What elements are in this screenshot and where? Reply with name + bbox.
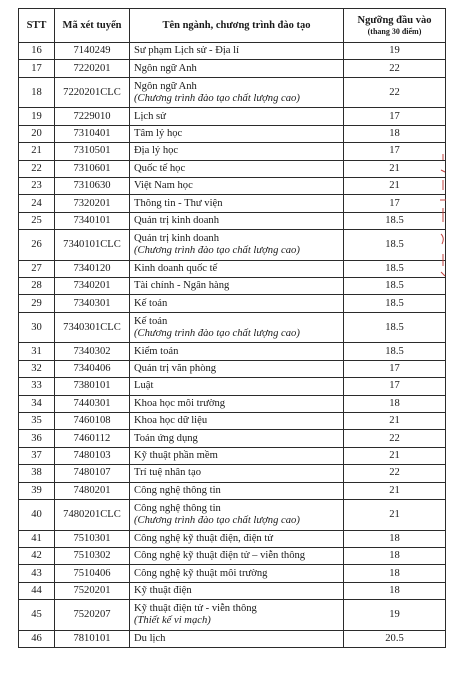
row-threshold: 21: [344, 482, 446, 499]
row-stt: 26: [19, 230, 55, 261]
row-code: 7310630: [55, 177, 130, 194]
program-name-text: Quốc tế học: [134, 162, 186, 174]
row-threshold: 18.5: [344, 230, 446, 261]
table-row: [19, 413, 446, 430]
row-threshold: 18: [344, 547, 446, 564]
program-name-text: Tâm lý học: [134, 127, 183, 139]
table-row: [19, 143, 446, 160]
table-row: [19, 278, 446, 295]
row-program-name: [130, 378, 344, 395]
table-body: [19, 43, 446, 648]
row-program-name: [130, 499, 344, 530]
row-code: 7510406: [55, 565, 130, 582]
row-threshold: 21: [344, 177, 446, 194]
table-row: [19, 600, 446, 631]
row-threshold: 21: [344, 447, 446, 464]
row-stt: 37: [19, 447, 55, 464]
row-threshold: 20.5: [344, 630, 446, 647]
table-row: [19, 343, 446, 360]
row-threshold: 22: [344, 430, 446, 447]
row-program-name: [130, 600, 344, 631]
row-code: 7510302: [55, 547, 130, 564]
row-stt: 23: [19, 177, 55, 194]
row-threshold: 21: [344, 499, 446, 530]
row-code: 7340406: [55, 360, 130, 377]
row-program-name: [130, 195, 344, 212]
row-code: 7229010: [55, 108, 130, 125]
row-threshold: 21: [344, 160, 446, 177]
handwritten-margin-mark: [436, 150, 450, 280]
row-code: 7460108: [55, 413, 130, 430]
row-threshold: 18.5: [344, 343, 446, 360]
row-program-name: [130, 125, 344, 142]
program-name-text: Kế toán: [134, 297, 168, 309]
program-name-text: Sư phạm Lịch sử - Địa lí: [134, 45, 240, 57]
row-stt: 45: [19, 600, 55, 631]
program-name-text: Kinh doanh quốc tế: [134, 262, 218, 274]
row-code: 7480201: [55, 482, 130, 499]
row-program-name: [130, 530, 344, 547]
table-row: [19, 260, 446, 277]
row-code: 7480201CLC: [55, 499, 130, 530]
header-code: Mã xét tuyển: [55, 9, 130, 43]
row-code: 7340201: [55, 278, 130, 295]
table-row: [19, 395, 446, 412]
row-stt: 44: [19, 582, 55, 599]
row-program-name: [130, 343, 344, 360]
header-threshold-label: Ngưỡng đầu vào: [357, 14, 432, 26]
program-note: (Chương trình đào tạo chất lượng cao): [134, 514, 300, 526]
row-stt: 24: [19, 195, 55, 212]
header-program-name: Tên ngành, chương trình đào tạo: [130, 9, 344, 43]
program-name-text: Việt Nam học: [134, 180, 193, 192]
row-program-name: [130, 77, 344, 108]
row-program-name: [130, 430, 344, 447]
row-program-name: [130, 177, 344, 194]
row-stt: 39: [19, 482, 55, 499]
row-code: 7340302: [55, 343, 130, 360]
row-threshold: 17: [344, 195, 446, 212]
table-row: [19, 212, 446, 229]
table-row: [19, 582, 446, 599]
row-stt: 33: [19, 378, 55, 395]
admission-threshold-table: [18, 8, 446, 648]
row-threshold: 19: [344, 600, 446, 631]
row-stt: 22: [19, 160, 55, 177]
program-name-text: Luật: [134, 380, 154, 392]
row-stt: 40: [19, 499, 55, 530]
row-stt: 20: [19, 125, 55, 142]
header-stt: STT: [19, 9, 55, 43]
table-row: [19, 530, 446, 547]
program-name-text: Toán ứng dụng: [134, 432, 198, 444]
header-threshold-unit: (thang 30 điểm): [367, 26, 422, 36]
row-program-name: [130, 565, 344, 582]
row-threshold: 18.5: [344, 212, 446, 229]
program-name-text: Du lịch: [134, 632, 166, 644]
row-threshold: 22: [344, 77, 446, 108]
table-row: [19, 230, 446, 261]
row-code: 7340101CLC: [55, 230, 130, 261]
row-code: 7140249: [55, 43, 130, 60]
row-code: 7340301CLC: [55, 312, 130, 343]
program-name-text: Địa lý học: [134, 145, 179, 157]
table-row: [19, 630, 446, 647]
row-program-name: [130, 582, 344, 599]
row-program-name: [130, 413, 344, 430]
table-row: [19, 482, 446, 499]
table-row: [19, 77, 446, 108]
table-row: [19, 378, 446, 395]
row-program-name: [130, 360, 344, 377]
row-threshold: 18.5: [344, 295, 446, 312]
row-code: 7520207: [55, 600, 130, 631]
row-threshold: 17: [344, 108, 446, 125]
row-threshold: 22: [344, 60, 446, 77]
program-name-text: Quản trị kinh doanh: [134, 214, 220, 226]
row-program-name: [130, 160, 344, 177]
table-row: [19, 499, 446, 530]
row-code: 7810101: [55, 630, 130, 647]
row-threshold: 17: [344, 143, 446, 160]
row-threshold: 17: [344, 360, 446, 377]
row-stt: 21: [19, 143, 55, 160]
row-code: 7310501: [55, 143, 130, 160]
row-code: 7340101: [55, 212, 130, 229]
row-program-name: [130, 143, 344, 160]
row-stt: 38: [19, 465, 55, 482]
row-code: 7480107: [55, 465, 130, 482]
program-name-text: Trí tuệ nhân tạo: [134, 467, 201, 479]
row-stt: 30: [19, 312, 55, 343]
program-name-text: Công nghệ kỹ thuật điện, điện tử: [134, 532, 274, 544]
table-header-row: [19, 9, 446, 43]
program-name-text: Kế toán: [134, 315, 168, 327]
program-name-text: Khoa học dữ liệu: [134, 415, 208, 427]
program-name-text: Kỹ thuật điện tử - viễn thông: [134, 602, 257, 614]
program-name-text: Công nghệ thông tin: [134, 484, 221, 496]
row-stt: 19: [19, 108, 55, 125]
row-program-name: [130, 108, 344, 125]
program-name-text: Kiểm toán: [134, 345, 179, 357]
row-threshold: 21: [344, 413, 446, 430]
program-name-text: Ngôn ngữ Anh: [134, 80, 197, 92]
row-stt: 41: [19, 530, 55, 547]
program-name-text: Ngôn ngữ Anh: [134, 62, 197, 74]
table-row: [19, 465, 446, 482]
table-row: [19, 360, 446, 377]
row-stt: 16: [19, 43, 55, 60]
program-note: (Chương trình đào tạo chất lượng cao): [134, 327, 300, 339]
table-row: [19, 295, 446, 312]
row-program-name: [130, 465, 344, 482]
row-stt: 43: [19, 565, 55, 582]
row-program-name: [130, 230, 344, 261]
row-program-name: [130, 482, 344, 499]
row-code: 7460112: [55, 430, 130, 447]
row-stt: 31: [19, 343, 55, 360]
row-stt: 27: [19, 260, 55, 277]
table-row: [19, 60, 446, 77]
row-threshold: 17: [344, 378, 446, 395]
row-code: 7340120: [55, 260, 130, 277]
row-threshold: 18: [344, 565, 446, 582]
table-row: [19, 447, 446, 464]
table-row: [19, 312, 446, 343]
row-code: 7220201: [55, 60, 130, 77]
row-program-name: [130, 395, 344, 412]
program-name-text: Công nghệ thông tin: [134, 502, 221, 514]
row-threshold: 18.5: [344, 278, 446, 295]
program-name-text: Thông tin - Thư viện: [134, 197, 223, 209]
program-note: (Chương trình đào tạo chất lượng cao): [134, 92, 300, 104]
table-row: [19, 177, 446, 194]
row-program-name: [130, 312, 344, 343]
table-row: [19, 547, 446, 564]
row-threshold: 18: [344, 395, 446, 412]
row-threshold: 18: [344, 530, 446, 547]
row-program-name: [130, 43, 344, 60]
table-row: [19, 43, 446, 60]
row-code: 7320201: [55, 195, 130, 212]
row-stt: 42: [19, 547, 55, 564]
row-code: 7310401: [55, 125, 130, 142]
row-threshold: 18.5: [344, 312, 446, 343]
row-stt: 32: [19, 360, 55, 377]
row-stt: 18: [19, 77, 55, 108]
table-row: [19, 565, 446, 582]
program-note: (Chương trình đào tạo chất lượng cao): [134, 244, 300, 256]
program-name-text: Công nghệ kỹ thuật điện tử – viễn thông: [134, 550, 306, 562]
row-code: 7380101: [55, 378, 130, 395]
row-stt: 36: [19, 430, 55, 447]
table-row: [19, 108, 446, 125]
row-threshold: 19: [344, 43, 446, 60]
row-program-name: [130, 212, 344, 229]
row-program-name: [130, 260, 344, 277]
row-threshold: 18.5: [344, 260, 446, 277]
program-name-text: Kỹ thuật điện: [134, 584, 192, 596]
row-stt: 28: [19, 278, 55, 295]
row-stt: 25: [19, 212, 55, 229]
row-code: 7520201: [55, 582, 130, 599]
row-stt: 35: [19, 413, 55, 430]
program-note: (Thiết kế vi mạch): [134, 614, 211, 626]
header-threshold: [344, 9, 446, 43]
row-stt: 34: [19, 395, 55, 412]
row-code: 7340301: [55, 295, 130, 312]
row-stt: 46: [19, 630, 55, 647]
row-program-name: [130, 278, 344, 295]
row-code: 7480103: [55, 447, 130, 464]
row-program-name: [130, 295, 344, 312]
program-name-text: Quản trị kinh doanh: [134, 232, 220, 244]
row-program-name: [130, 547, 344, 564]
table-row: [19, 430, 446, 447]
program-name-text: Quản trị văn phòng: [134, 363, 217, 375]
row-program-name: [130, 60, 344, 77]
program-name-text: Khoa học môi trường: [134, 397, 226, 409]
row-stt: 29: [19, 295, 55, 312]
row-program-name: [130, 447, 344, 464]
program-name-text: Tài chính - Ngân hàng: [134, 280, 230, 292]
row-code: 7510301: [55, 530, 130, 547]
row-program-name: [130, 630, 344, 647]
row-code: 7310601: [55, 160, 130, 177]
program-name-text: Kỹ thuật phần mềm: [134, 450, 218, 461]
table-row: [19, 125, 446, 142]
row-stt: 17: [19, 60, 55, 77]
row-threshold: 18: [344, 125, 446, 142]
program-name-text: Lịch sử: [134, 110, 166, 122]
row-threshold: 18: [344, 582, 446, 599]
table-row: [19, 160, 446, 177]
row-code: 7220201CLC: [55, 77, 130, 108]
table-row: [19, 195, 446, 212]
row-code: 7440301: [55, 395, 130, 412]
program-name-text: Công nghệ kỹ thuật môi trường: [134, 567, 268, 579]
row-threshold: 22: [344, 465, 446, 482]
